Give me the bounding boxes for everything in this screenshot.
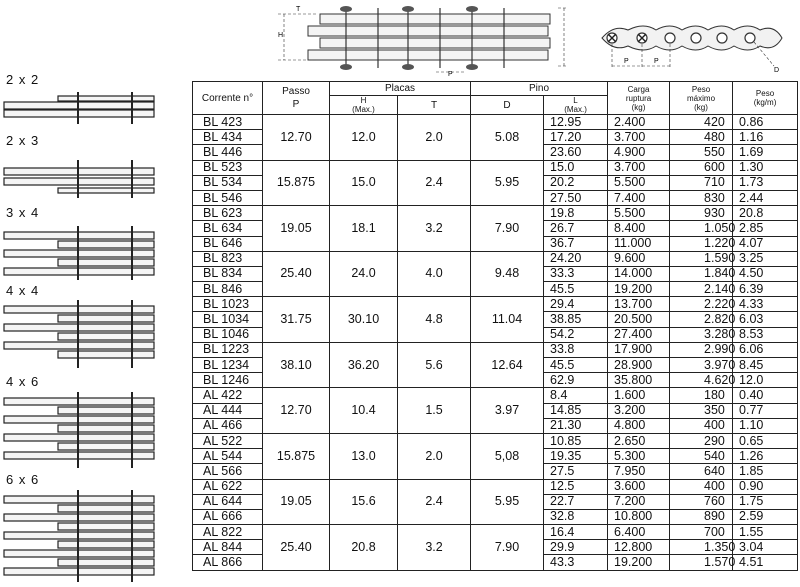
header-carga-1: Carga xyxy=(627,84,650,94)
max-weight-cell: 400 xyxy=(670,479,733,494)
breaking-load-cell: 27.400 xyxy=(608,327,670,342)
weight-per-meter-cell: 0.90 xyxy=(733,479,798,494)
max-weight-cell: 600 xyxy=(670,160,733,175)
chain-number-cell: BL 523 xyxy=(193,160,263,175)
breaking-load-cell: 3.600 xyxy=(608,479,670,494)
max-weight-cell: 2.140 xyxy=(670,282,733,297)
pin-l-cell: 23.60 xyxy=(544,145,608,160)
passo-cell: 38.10 xyxy=(263,342,330,388)
max-weight-cell: 480 xyxy=(670,130,733,145)
plate-h-cell: 15.0 xyxy=(330,160,398,206)
max-weight-cell: 1.840 xyxy=(670,266,733,281)
breaking-load-cell: 10.800 xyxy=(608,509,670,524)
breaking-load-cell: 3.700 xyxy=(608,160,670,175)
breaking-load-cell: 7.950 xyxy=(608,464,670,479)
breaking-load-cell: 2.650 xyxy=(608,433,670,448)
table-row xyxy=(193,388,798,403)
table-row xyxy=(193,160,798,175)
weight-per-meter-cell: 6.03 xyxy=(733,312,798,327)
header-passo-symbol: P xyxy=(292,99,300,110)
pin-l-cell: 29.9 xyxy=(544,540,608,555)
chain-number-cell: AL 444 xyxy=(193,403,263,418)
chain-number-cell: BL 846 xyxy=(193,282,263,297)
max-weight-cell: 1.590 xyxy=(670,251,733,266)
weight-per-meter-cell: 1.73 xyxy=(733,175,798,190)
breaking-load-cell: 4.800 xyxy=(608,418,670,433)
pin-d-cell: 5.08 xyxy=(471,115,544,161)
max-weight-cell: 3.280 xyxy=(670,327,733,342)
pin-l-cell: 8.4 xyxy=(544,388,608,403)
config-label-4x6: 4 x 6 xyxy=(6,374,40,389)
chain-number-cell: AL 666 xyxy=(193,509,263,524)
chain-number-cell: BL 434 xyxy=(193,130,263,145)
breaking-load-cell: 2.400 xyxy=(608,115,670,130)
chain-number-cell: BL 646 xyxy=(193,236,263,251)
pin-l-cell: 36.7 xyxy=(544,236,608,251)
header-h-max: (Max.) xyxy=(352,105,375,114)
breaking-load-cell: 3.700 xyxy=(608,130,670,145)
plate-h-cell: 13.0 xyxy=(330,433,398,479)
passo-cell: 12.70 xyxy=(263,115,330,161)
plate-h-cell: 10.4 xyxy=(330,388,398,434)
side-p-label-2: P xyxy=(654,58,659,65)
pin-l-cell: 27.50 xyxy=(544,190,608,205)
plate-h-cell: 15.6 xyxy=(330,479,398,525)
breaking-load-cell: 6.400 xyxy=(608,525,670,540)
weight-per-meter-cell: 2.59 xyxy=(733,509,798,524)
chain-number-cell: BL 623 xyxy=(193,206,263,221)
plate-t-cell: 2.0 xyxy=(398,433,471,479)
plate-t-cell: 4.8 xyxy=(398,297,471,343)
breaking-load-cell: 20.500 xyxy=(608,312,670,327)
header-l-label: L xyxy=(573,96,578,105)
pin-l-cell: 14.85 xyxy=(544,403,608,418)
max-weight-cell: 1.220 xyxy=(670,236,733,251)
header-peso-1: Peso xyxy=(755,89,775,98)
breaking-load-cell: 8.400 xyxy=(608,221,670,236)
passo-cell: 15.875 xyxy=(263,433,330,479)
chain-side-view-diagram xyxy=(594,8,790,76)
chain-number-cell: BL 423 xyxy=(193,115,263,130)
passo-cell: 12.70 xyxy=(263,388,330,434)
breaking-load-cell: 4.900 xyxy=(608,145,670,160)
table-row xyxy=(193,525,798,540)
max-weight-cell: 760 xyxy=(670,494,733,509)
weight-per-meter-cell: 8.53 xyxy=(733,327,798,342)
header-carga xyxy=(608,82,670,115)
pin-l-cell: 54.2 xyxy=(544,327,608,342)
pin-d-cell: 11.04 xyxy=(471,297,544,343)
config-2x3-diagram xyxy=(0,152,165,202)
breaking-load-cell: 14.000 xyxy=(608,266,670,281)
chain-number-cell: BL 446 xyxy=(193,145,263,160)
table-row xyxy=(193,479,798,494)
config-6x6-diagram xyxy=(0,488,165,584)
side-p-label-1: P xyxy=(624,58,629,65)
weight-per-meter-cell: 1.30 xyxy=(733,160,798,175)
header-passo xyxy=(263,82,330,115)
pin-d-cell: 5,08 xyxy=(471,433,544,479)
breaking-load-cell: 13.700 xyxy=(608,297,670,312)
chain-number-cell: BL 823 xyxy=(193,251,263,266)
table-row xyxy=(193,206,798,221)
weight-per-meter-cell: 1.26 xyxy=(733,449,798,464)
chain-number-cell: BL 634 xyxy=(193,221,263,236)
weight-per-meter-cell: 1.55 xyxy=(733,525,798,540)
header-peso-max-unit: (kg) xyxy=(694,102,708,112)
header-placas: Placas xyxy=(330,82,471,96)
header-peso-max-2: máximo xyxy=(687,93,716,103)
chain-number-cell: BL 1023 xyxy=(193,297,263,312)
chain-number-cell: BL 534 xyxy=(193,175,263,190)
max-weight-cell: 710 xyxy=(670,175,733,190)
chain-number-cell: AL 822 xyxy=(193,525,263,540)
pin-l-cell: 12.95 xyxy=(544,115,608,130)
max-weight-cell: 540 xyxy=(670,449,733,464)
pin-d-cell: 7.90 xyxy=(471,206,544,252)
weight-per-meter-cell: 1.10 xyxy=(733,418,798,433)
plate-t-cell: 2.0 xyxy=(398,115,471,161)
max-weight-cell: 3.970 xyxy=(670,358,733,373)
pin-l-cell: 20.2 xyxy=(544,175,608,190)
pin-l-cell: 19.8 xyxy=(544,206,608,221)
max-weight-cell: 1.350 xyxy=(670,540,733,555)
plate-t-cell: 3.2 xyxy=(398,525,471,571)
table-row xyxy=(193,251,798,266)
pin-l-cell: 26.7 xyxy=(544,221,608,236)
passo-cell: 19.05 xyxy=(263,479,330,525)
config-label-2x2: 2 x 2 xyxy=(6,72,40,87)
plate-h-cell: 24.0 xyxy=(330,251,398,297)
weight-per-meter-cell: 4.33 xyxy=(733,297,798,312)
passo-cell: 25.40 xyxy=(263,525,330,571)
plate-t-cell: 3.2 xyxy=(398,206,471,252)
max-weight-cell: 420 xyxy=(670,115,733,130)
breaking-load-cell: 12.800 xyxy=(608,540,670,555)
max-weight-cell: 830 xyxy=(670,190,733,205)
pin-l-cell: 15.0 xyxy=(544,160,608,175)
table-row xyxy=(193,433,798,448)
pin-l-cell: 33.3 xyxy=(544,266,608,281)
breaking-load-cell: 5.300 xyxy=(608,449,670,464)
chain-number-cell: AL 644 xyxy=(193,494,263,509)
pin-l-cell: 10.85 xyxy=(544,433,608,448)
weight-per-meter-cell: 12.0 xyxy=(733,373,798,388)
weight-per-meter-cell: 1.69 xyxy=(733,145,798,160)
pin-l-cell: 45.5 xyxy=(544,358,608,373)
pin-l-cell: 29.4 xyxy=(544,297,608,312)
chain-number-cell: AL 466 xyxy=(193,418,263,433)
breaking-load-cell: 5.500 xyxy=(608,175,670,190)
max-weight-cell: 1.570 xyxy=(670,555,733,570)
weight-per-meter-cell: 20.8 xyxy=(733,206,798,221)
config-label-2x3: 2 x 3 xyxy=(6,133,40,148)
weight-per-meter-cell: 0.65 xyxy=(733,433,798,448)
pin-d-cell: 3.97 xyxy=(471,388,544,434)
passo-cell: 31.75 xyxy=(263,297,330,343)
header-carga-2: ruptura xyxy=(625,93,652,103)
pin-l-cell: 17.20 xyxy=(544,130,608,145)
config-2x2-diagram xyxy=(0,90,165,128)
header-passo-label: Passo xyxy=(282,86,310,97)
chain-number-cell: BL 1246 xyxy=(193,373,263,388)
weight-per-meter-cell: 0.40 xyxy=(733,388,798,403)
breaking-load-cell: 28.900 xyxy=(608,358,670,373)
chain-number-cell: BL 1223 xyxy=(193,342,263,357)
header-d: D xyxy=(471,96,544,115)
weight-per-meter-cell: 4.50 xyxy=(733,266,798,281)
config-label-6x6: 6 x 6 xyxy=(6,472,40,487)
config-4x4-diagram xyxy=(0,298,165,372)
max-weight-cell: 930 xyxy=(670,206,733,221)
weight-per-meter-cell: 2.44 xyxy=(733,190,798,205)
breaking-load-cell: 19.200 xyxy=(608,282,670,297)
pin-l-cell: 38.85 xyxy=(544,312,608,327)
chain-number-cell: AL 566 xyxy=(193,464,263,479)
max-weight-cell: 2.220 xyxy=(670,297,733,312)
pin-l-cell: 45.5 xyxy=(544,282,608,297)
max-weight-cell: 700 xyxy=(670,525,733,540)
max-weight-cell: 890 xyxy=(670,509,733,524)
plate-t-cell: 5.6 xyxy=(398,342,471,388)
pin-l-cell: 19.35 xyxy=(544,449,608,464)
pin-l-cell: 32.8 xyxy=(544,509,608,524)
chain-number-cell: BL 1046 xyxy=(193,327,263,342)
pin-d-cell: 9.48 xyxy=(471,251,544,297)
header-l-max: (Max.) xyxy=(564,105,587,114)
config-4x6-diagram xyxy=(0,390,165,472)
chain-number-cell: AL 866 xyxy=(193,555,263,570)
header-peso-max-1: Peso xyxy=(691,84,711,94)
weight-per-meter-cell: 8.45 xyxy=(733,358,798,373)
chain-number-cell: AL 844 xyxy=(193,540,263,555)
header-peso-unit: (kg/m) xyxy=(753,98,777,107)
plate-t-cell: 4.0 xyxy=(398,251,471,297)
table-row xyxy=(193,115,798,130)
chain-front-view-diagram xyxy=(268,4,578,76)
max-weight-cell: 290 xyxy=(670,433,733,448)
breaking-load-cell: 1.600 xyxy=(608,388,670,403)
header-corrente: Corrente n° xyxy=(193,82,263,115)
weight-per-meter-cell: 0.86 xyxy=(733,115,798,130)
pin-l-cell: 27.5 xyxy=(544,464,608,479)
pin-d-cell: 12.64 xyxy=(471,342,544,388)
header-h xyxy=(330,96,398,115)
chain-number-cell: BL 834 xyxy=(193,266,263,281)
side-d-label: D xyxy=(774,67,780,74)
max-weight-cell: 4.620 xyxy=(670,373,733,388)
weight-per-meter-cell: 4.51 xyxy=(733,555,798,570)
pin-d-cell: 7.90 xyxy=(471,525,544,571)
config-3x4-diagram xyxy=(0,220,165,282)
max-weight-cell: 2.820 xyxy=(670,312,733,327)
plate-h-cell: 36.20 xyxy=(330,342,398,388)
plate-h-cell: 20.8 xyxy=(330,525,398,571)
pin-l-cell: 12.5 xyxy=(544,479,608,494)
weight-per-meter-cell: 3.04 xyxy=(733,540,798,555)
chain-number-cell: BL 546 xyxy=(193,190,263,205)
header-carga-unit: (kg) xyxy=(631,102,646,112)
header-pino: Pino xyxy=(471,82,608,96)
plate-h-cell: 30.10 xyxy=(330,297,398,343)
top-p-label: P xyxy=(448,71,453,76)
weight-per-meter-cell: 1.75 xyxy=(733,494,798,509)
plate-t-cell: 2.4 xyxy=(398,160,471,206)
max-weight-cell: 180 xyxy=(670,388,733,403)
table-row xyxy=(193,342,798,357)
chain-number-cell: AL 522 xyxy=(193,433,263,448)
passo-cell: 19.05 xyxy=(263,206,330,252)
pin-l-cell: 22.7 xyxy=(544,494,608,509)
chain-number-cell: AL 422 xyxy=(193,388,263,403)
breaking-load-cell: 35.800 xyxy=(608,373,670,388)
header-peso-max xyxy=(670,82,733,115)
pin-d-cell: 5.95 xyxy=(471,160,544,206)
max-weight-cell: 350 xyxy=(670,403,733,418)
weight-per-meter-cell: 0.77 xyxy=(733,403,798,418)
chain-spec-table xyxy=(192,81,798,571)
breaking-load-cell: 17.900 xyxy=(608,342,670,357)
max-weight-cell: 2.990 xyxy=(670,342,733,357)
chain-number-cell: BL 1034 xyxy=(193,312,263,327)
breaking-load-cell: 3.200 xyxy=(608,403,670,418)
breaking-load-cell: 7.200 xyxy=(608,494,670,509)
pin-l-cell: 24.20 xyxy=(544,251,608,266)
top-t-label: T xyxy=(296,6,301,13)
max-weight-cell: 550 xyxy=(670,145,733,160)
plate-t-cell: 1.5 xyxy=(398,388,471,434)
config-label-4x4: 4 x 4 xyxy=(6,283,40,298)
breaking-load-cell: 5.500 xyxy=(608,206,670,221)
plate-h-cell: 18.1 xyxy=(330,206,398,252)
weight-per-meter-cell: 6.39 xyxy=(733,282,798,297)
top-h-label: H xyxy=(278,32,284,39)
chain-number-cell: BL 1234 xyxy=(193,358,263,373)
chain-number-cell: AL 544 xyxy=(193,449,263,464)
weight-per-meter-cell: 3.25 xyxy=(733,251,798,266)
plate-t-cell: 2.4 xyxy=(398,479,471,525)
pin-l-cell: 62.9 xyxy=(544,373,608,388)
header-t: T xyxy=(398,96,471,115)
weight-per-meter-cell: 1.16 xyxy=(733,130,798,145)
spec-table-body xyxy=(193,115,798,571)
config-label-3x4: 3 x 4 xyxy=(6,205,40,220)
pin-l-cell: 21.30 xyxy=(544,418,608,433)
breaking-load-cell: 9.600 xyxy=(608,251,670,266)
weight-per-meter-cell: 1.85 xyxy=(733,464,798,479)
passo-cell: 25.40 xyxy=(263,251,330,297)
plate-h-cell: 12.0 xyxy=(330,115,398,161)
max-weight-cell: 640 xyxy=(670,464,733,479)
pin-l-cell: 43.3 xyxy=(544,555,608,570)
weight-per-meter-cell: 2.85 xyxy=(733,221,798,236)
pin-d-cell: 5.95 xyxy=(471,479,544,525)
breaking-load-cell: 11.000 xyxy=(608,236,670,251)
header-h-label: H xyxy=(360,96,367,105)
header-peso xyxy=(733,82,798,115)
max-weight-cell: 1.050 xyxy=(670,221,733,236)
chain-number-cell: AL 622 xyxy=(193,479,263,494)
breaking-load-cell: 19.200 xyxy=(608,555,670,570)
weight-per-meter-cell: 4.07 xyxy=(733,236,798,251)
pin-l-cell: 33.8 xyxy=(544,342,608,357)
header-l xyxy=(544,96,608,115)
table-row xyxy=(193,297,798,312)
passo-cell: 15.875 xyxy=(263,160,330,206)
breaking-load-cell: 7.400 xyxy=(608,190,670,205)
max-weight-cell: 400 xyxy=(670,418,733,433)
weight-per-meter-cell: 6.06 xyxy=(733,342,798,357)
pin-l-cell: 16.4 xyxy=(544,525,608,540)
